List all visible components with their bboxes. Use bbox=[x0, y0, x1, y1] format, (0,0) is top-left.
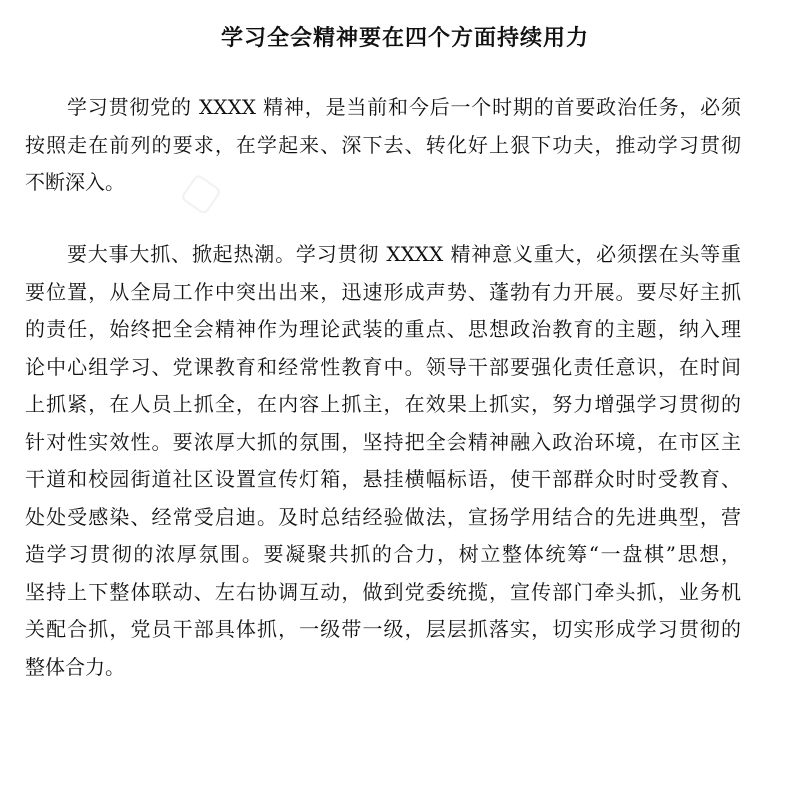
paragraph-2 bbox=[25, 236, 741, 686]
text-line: 论中心组学习、党课教育和经常性教育中。领导干部要强化责任意识，在时间 bbox=[25, 354, 741, 379]
paragraph-1 bbox=[25, 89, 741, 202]
text-line: 干道和校园街道社区设置宣传灯箱，悬挂横幅标语，使干部群众时时受教育、 bbox=[25, 467, 741, 491]
text-line: 关配合抓，党员干部具体抓，一级带一级，层层抓落实，切实形成学习贯彻的 bbox=[25, 617, 741, 641]
text-line: 针对性实效性。要浓厚大抓的氛围，坚持把全会精神融入政治环境，在市区主 bbox=[25, 429, 741, 454]
text-line: 学习贯彻党的 XXXX 精神，是当前和今后一个时期的首要政治任务，必须 bbox=[67, 95, 741, 119]
text-line: 坚持上下整体联动、左右协调互动，做到党委统揽，宣传部门牵头抓，业务机 bbox=[25, 579, 741, 604]
text-line: 按照走在前列的要求，在学起来、深下去、转化好上狠下功夫，推动学习贯彻 bbox=[25, 132, 741, 157]
document-title: 学习全会精神要在四个方面持续用力 bbox=[220, 24, 589, 51]
text-line: 要大事大抓、掀起热潮。学习贯彻 XXXX 精神意义重大，必须摆在头等重 bbox=[67, 242, 741, 266]
text-line: 要位置，从全局工作中突出出来，迅速形成声势、蓬勃有力开展。要尽好主抓 bbox=[25, 279, 741, 304]
text-line: 整体合力。 bbox=[25, 654, 125, 679]
text-line: 的责任，始终把全会精神作为理论武装的重点、思想政治教育的主题，纳入理 bbox=[25, 317, 741, 341]
text-line: 不断深入。 bbox=[25, 170, 125, 194]
watermark: ▢ bbox=[169, 164, 229, 222]
text-line: 造学习贯彻的浓厚氛围。要凝聚共抓的合力，树立整体统筹“一盘棋”思想， bbox=[25, 542, 741, 566]
text-line: 上抓紧，在人员上抓全，在内容上抓主，在效果上抓实，努力增强学习贯彻的 bbox=[25, 392, 741, 416]
text-line: 处处受感染、经常受启迪。及时总结经验做法，宣扬学用结合的先进典型，营 bbox=[25, 504, 741, 529]
